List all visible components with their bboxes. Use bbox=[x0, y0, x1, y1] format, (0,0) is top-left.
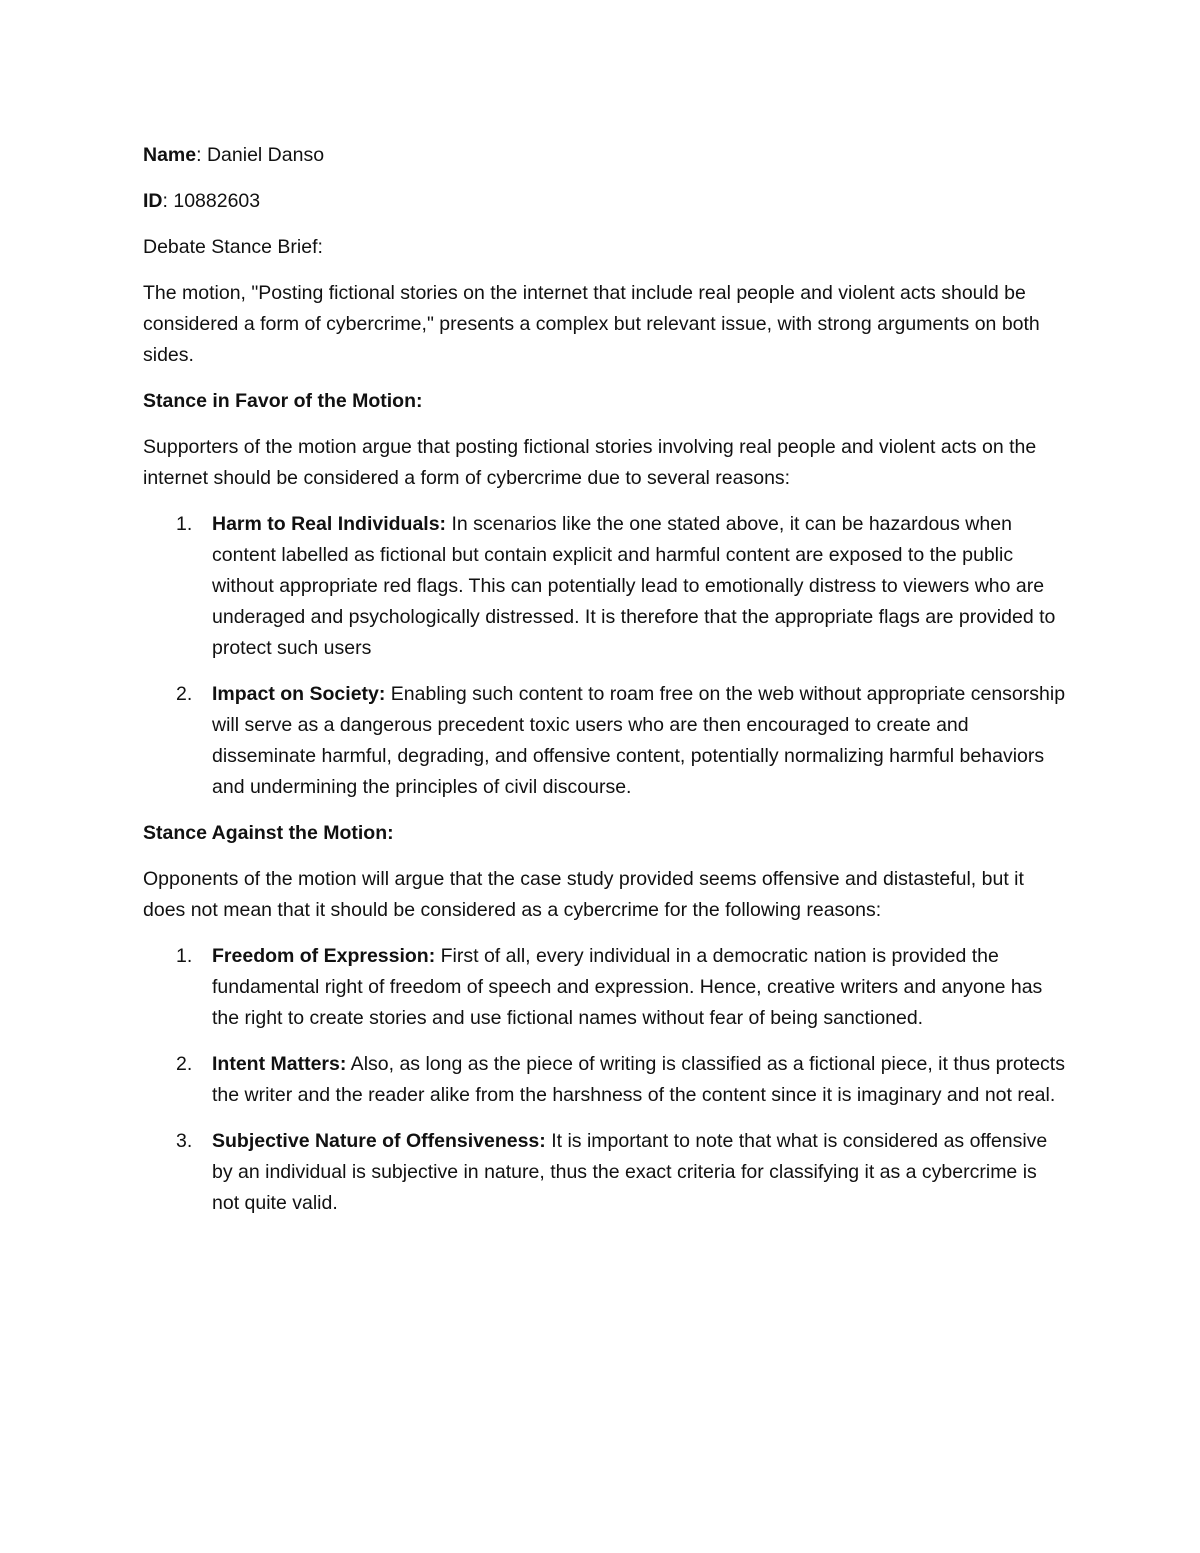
id-separator: : bbox=[162, 190, 174, 212]
intro-paragraph: The motion, "Posting fictional stories on the internet that include real people and violent acts should be considered a form of cybercrime," presents a complex but relevant issue, with strong arguments on both sides. bbox=[143, 282, 1040, 366]
list-item bbox=[143, 509, 1068, 664]
point-text: Enabling such content to roam free on the web without appropriate censorship will serve as a dangerous precedent toxic users who are then encouraged to create and disseminate harmful, degrading, and offensive content, potentially normalizing harmful behaviors and undermining the principles of civil discourse. bbox=[212, 683, 1066, 798]
list-number: 1. bbox=[176, 513, 193, 535]
point-title: Intent Matters: bbox=[212, 1053, 347, 1075]
id-line bbox=[143, 186, 1068, 217]
favor-points-list bbox=[143, 509, 1068, 803]
point-text: In scenarios like the one stated above, it can be hazardous when content labelled as fictional but contain explicit and harmful content are exposed to the public without appropriate red flags. This can potentially lead to emotionally distress to viewers who are underaged and psychologically distressed. It is therefore that the appropriate flags are provided to protect such users bbox=[212, 513, 1056, 659]
favor-heading: Stance in Favor of the Motion: bbox=[143, 390, 423, 412]
list-number: 1. bbox=[176, 945, 193, 967]
list-item bbox=[143, 1049, 1068, 1111]
favor-intro-paragraph: Supporters of the motion argue that posting fictional stories involving real people and violent acts on the internet should be considered a form of cybercrime due to several reasons: bbox=[143, 436, 1037, 489]
point-title: Subjective Nature of Offensiveness: bbox=[212, 1130, 546, 1152]
against-heading: Stance Against the Motion: bbox=[143, 822, 394, 844]
id-label: ID bbox=[143, 190, 163, 212]
list-number: 3. bbox=[176, 1130, 193, 1152]
name-value: Daniel Danso bbox=[206, 144, 325, 166]
name-label: Name bbox=[143, 144, 197, 166]
point-title: Harm to Real Individuals: bbox=[212, 513, 447, 535]
point-text: It is important to note that what is considered as offensive by an individual is subjective in nature, thus the exact criteria for classifying it as a cybercrime is not quite valid. bbox=[212, 1130, 1048, 1214]
against-intro-paragraph: Opponents of the motion will argue that the case study provided seems offensive and distasteful, but it does not mean that it should be considered as a cybercrime for the following reasons: bbox=[143, 868, 1024, 921]
point-title: Impact on Society: bbox=[212, 683, 386, 705]
list-item bbox=[143, 1126, 1068, 1219]
brief-label: Debate Stance Brief: bbox=[143, 236, 323, 258]
id-value: 10882603 bbox=[173, 190, 261, 212]
list-item bbox=[143, 679, 1068, 803]
point-text: Also, as long as the piece of writing is classified as a fictional piece, it thus protects the writer and the reader alike from the harshness of the content since it is imaginary and not real. bbox=[212, 1053, 1065, 1106]
list-item bbox=[143, 941, 1068, 1034]
against-points-list bbox=[143, 941, 1068, 1219]
point-text: First of all, every individual in a democratic nation is provided the fundamental right of freedom of speech and expression. Hence, creative writers and anyone has the right to create stories and use fictional names without fear of being sanctioned. bbox=[212, 945, 1043, 1029]
list-number: 2. bbox=[176, 683, 193, 705]
list-number: 2. bbox=[176, 1053, 193, 1075]
name-line bbox=[143, 140, 1068, 171]
point-title: Freedom of Expression: bbox=[212, 945, 436, 967]
document-page bbox=[143, 140, 1068, 1234]
name-separator: : bbox=[196, 144, 207, 166]
